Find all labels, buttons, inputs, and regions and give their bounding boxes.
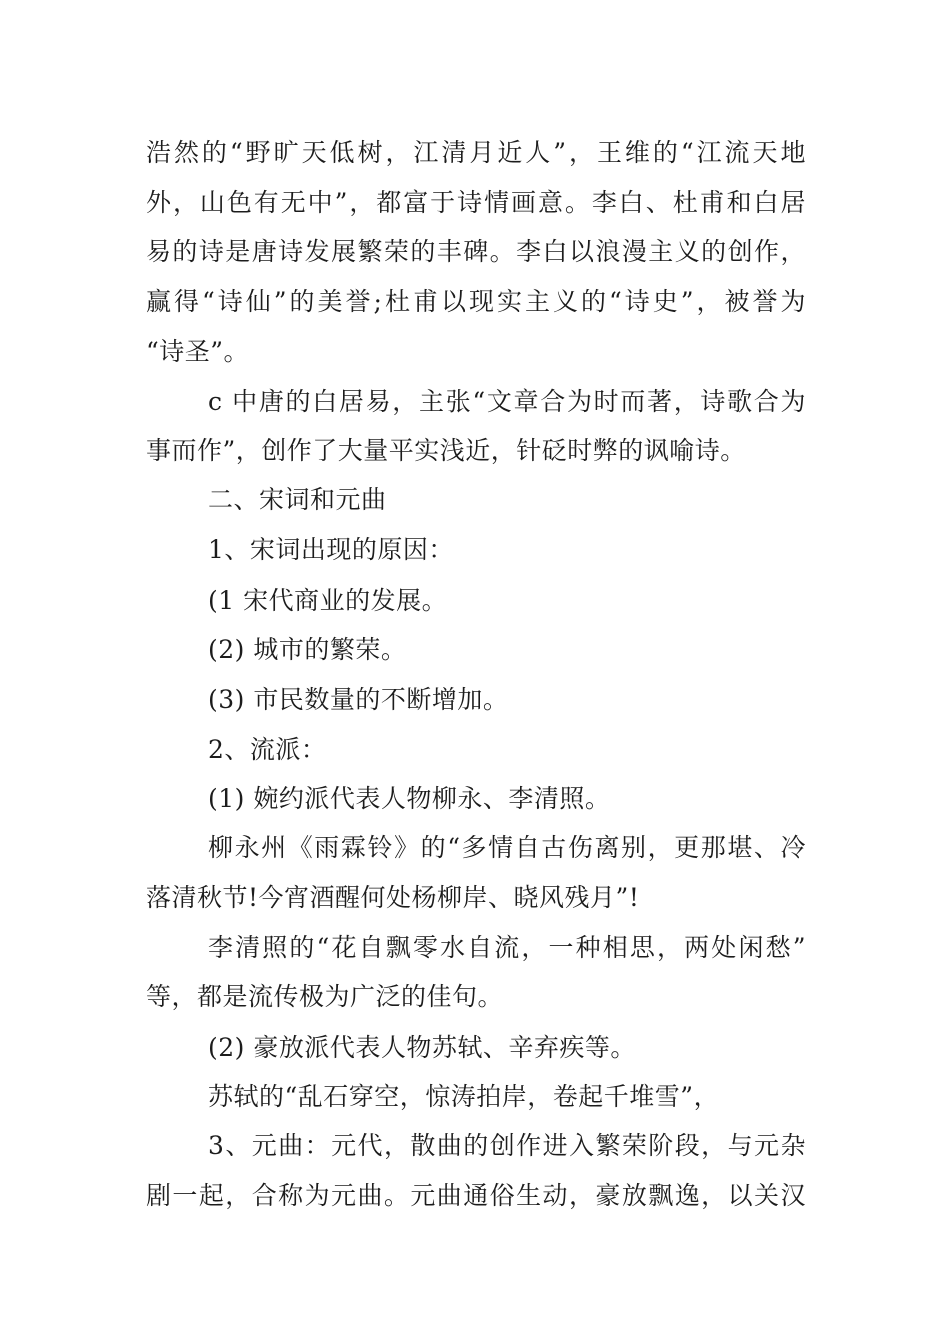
text-line: 李清照的“花自飘零水自流，一种相思，两处闲愁”: [208, 933, 806, 962]
text-line: c 中唐的白居易，主张“文章合为时而著，诗歌合为: [208, 387, 806, 416]
text-line: 落清秋节!今宵酒醒何处杨柳岸、晓风残月”!: [146, 883, 640, 912]
text-line: 剧一起，合称为元曲。元曲通俗生动，豪放飘逸，以关汉: [146, 1181, 806, 1210]
text-line: 易的诗是唐诗发展繁荣的丰碑。李白以浪漫主义的创作，: [146, 237, 806, 266]
text-line: 等，都是流传极为广泛的佳句。: [146, 982, 504, 1011]
text-line: 3、元曲：元代，散曲的创作进入繁荣阶段，与元杂: [208, 1131, 806, 1160]
subsection-heading: 2、流派：: [208, 735, 327, 764]
text-line: “诗圣”。: [146, 337, 250, 366]
list-item: (1 宋代商业的发展。: [208, 586, 448, 615]
list-item: (1) 婉约派代表人物柳永、李清照。: [208, 784, 611, 813]
text-line: 浩然的“野旷天低树，江清月近人”，王维的“江流天地: [146, 138, 806, 167]
text-line: 柳永州《雨霖铃》的“多情自古伤离别，更那堪、冷: [208, 833, 806, 862]
list-item: (3) 市民数量的不断增加。: [208, 685, 509, 714]
list-item: (2) 城市的繁荣。: [208, 635, 407, 664]
list-item: (2) 豪放派代表人物苏轼、辛弃疾等。: [208, 1033, 636, 1062]
text-line: 外，山色有无中”，都富于诗情画意。李白、杜甫和白居: [146, 188, 806, 217]
text-line: 赢得“诗仙”的美誉;杜甫以现实主义的“诗史”，被誉为: [146, 287, 806, 316]
text-line: 事而作”，创作了大量平实浅近，针砭时弊的讽喻诗。: [146, 436, 746, 465]
text-line: 苏轼的“乱石穿空，惊涛拍岸，卷起千堆雪”，: [208, 1082, 720, 1111]
section-heading: 二、宋词和元曲: [208, 485, 387, 514]
subsection-heading: 1、宋词出现的原因：: [208, 535, 454, 564]
